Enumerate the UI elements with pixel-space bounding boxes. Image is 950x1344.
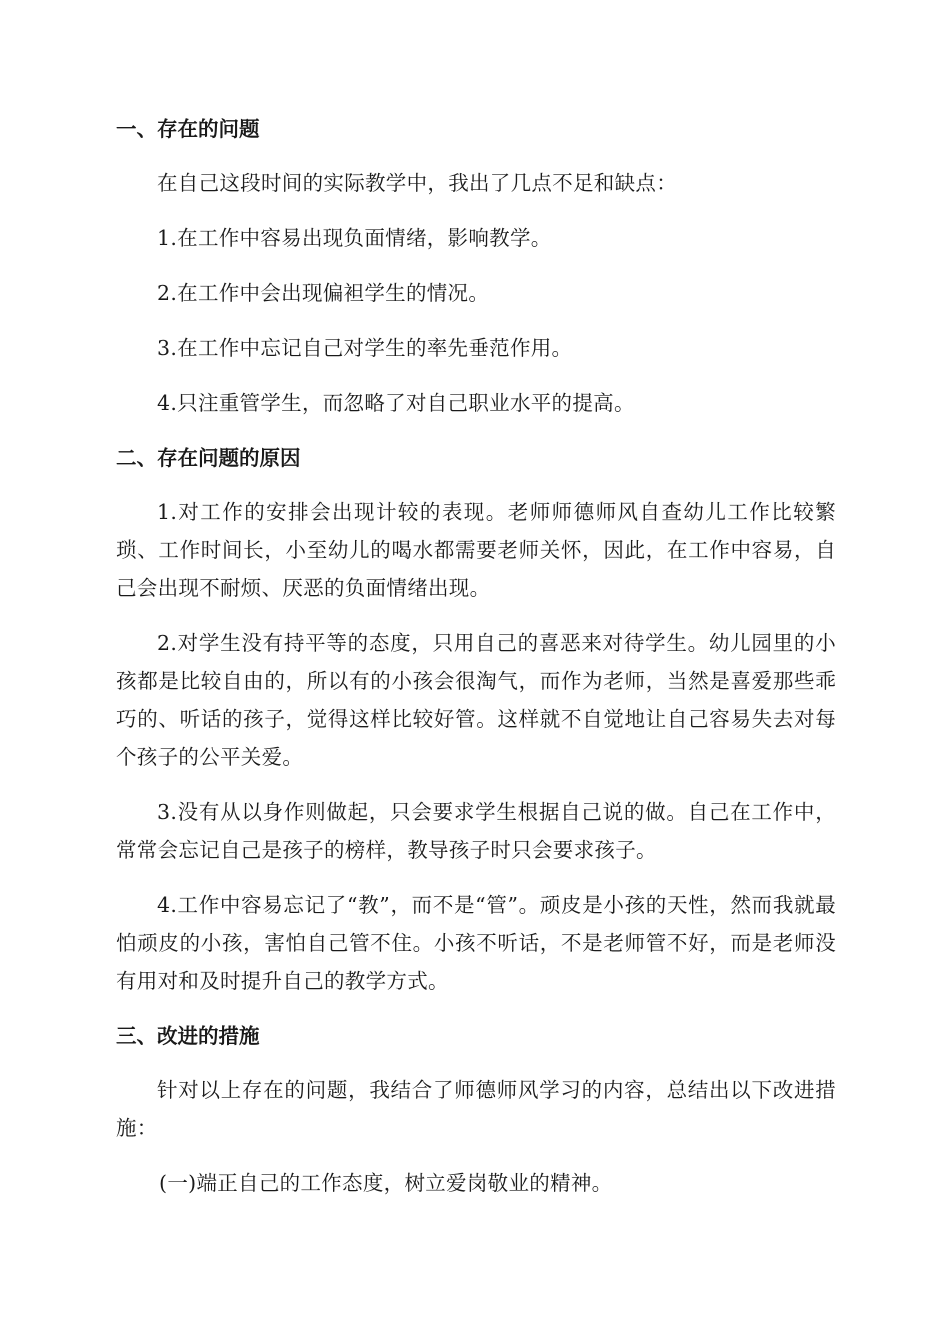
paragraph: 在自己这段时间的实际教学中，我出了几点不足和缺点： <box>157 171 677 195</box>
list-item: 3.在工作中忘记自己对学生的率先垂范作用。 <box>157 336 573 360</box>
section-heading-measures: 三、改进的措施 <box>116 1024 260 1048</box>
paragraph: 2.对学生没有持平等的态度，只用自己的喜恶来对待学生。幼儿园里的小孩都是比较自由的，所以有的小孩会很淘气，而作为老师，当然是喜爱那些乖巧的、听话的孩子，觉得这样比较好管。这样就不自觉地让自己容易失去对每个孩子的公平关爱。 <box>116 631 836 769</box>
paragraph: 3.没有从以身作则做起，只会要求学生根据自己说的做。自己在工作中，常常会忘记自己是孩子的榜样，教导孩子时只会要求孩子。 <box>116 800 836 862</box>
section-heading-causes: 二、存在问题的原因 <box>116 446 301 470</box>
section-heading-problems: 一、存在的问题 <box>116 117 260 141</box>
paragraph: 针对以上存在的问题，我结合了师德师风学习的内容，总结出以下改进措施： <box>116 1078 836 1140</box>
list-item: 4.只注重管学生，而忽略了对自己职业水平的提高。 <box>157 391 635 415</box>
paragraph: 1.对工作的安排会出现计较的表现。老师师德师风自查幼儿工作比较繁琐、工作时间长，小至幼儿的喝水都需要老师关怀，因此，在工作中容易，自己会出现不耐烦、厌恶的负面情绪出现。 <box>116 500 836 600</box>
list-item: 1.在工作中容易出现负面情绪，影响教学。 <box>157 226 552 250</box>
paragraph: 4.工作中容易忘记了“教”，而不是“管”。顽皮是小孩的天性，然而我就最怕顽皮的小孩，害怕自己管不住。小孩不听话，不是老师管不好，而是老师没有用对和及时提升自己的教学方式。 <box>116 893 836 993</box>
list-item: 2.在工作中会出现偏袒学生的情况。 <box>157 281 490 305</box>
document-body <box>116 110 836 1202</box>
sub-heading: (一)端正自己的工作态度，树立爱岗敬业的精神。 <box>159 1171 613 1195</box>
